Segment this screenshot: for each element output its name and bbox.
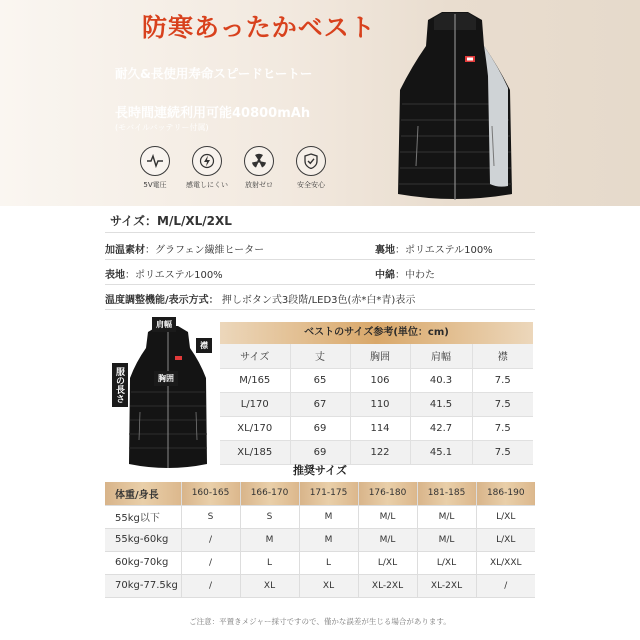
- table-cell: L: [240, 551, 299, 574]
- filling-value: ：中わた: [395, 270, 435, 281]
- table-cell: 114: [350, 416, 410, 440]
- table-header-cell: 160-165: [181, 482, 240, 505]
- table-cell: XL-2XL: [358, 574, 417, 597]
- size-chart-table: [220, 344, 533, 465]
- table-header-cell: 176-180: [358, 482, 417, 505]
- chest-tag: 胸囲: [154, 371, 178, 386]
- table-cell: M/L: [358, 528, 417, 551]
- table-cell: 7.5: [472, 392, 533, 416]
- table-cell: XL/XXL: [476, 551, 535, 574]
- table-cell: M: [240, 528, 299, 551]
- shield-check-icon: [296, 146, 326, 176]
- vest-product-image: [380, 6, 530, 206]
- table-row: [105, 551, 535, 574]
- table-cell: M/L: [417, 505, 476, 528]
- table-header-cell: 166-170: [240, 482, 299, 505]
- size-chart-title: ベストのサイズ参考(単位：cm): [220, 322, 533, 344]
- feature-no-radiation-label: 放射ゼロ: [245, 181, 273, 189]
- divider: [105, 284, 535, 285]
- table-row: [220, 440, 533, 464]
- table-cell: 42.7: [410, 416, 472, 440]
- feature-band-battery-text: 長時間連続利用可能40800mAh: [115, 106, 311, 121]
- outer-fabric-label: 表地: [105, 270, 125, 281]
- divider: [105, 232, 535, 233]
- table-cell: 55kg以下: [105, 505, 181, 528]
- table-header-cell: 体重/身長: [105, 482, 181, 505]
- table-cell: /: [181, 574, 240, 597]
- available-sizes: サイズ：M/L/XL/2XL: [110, 214, 232, 228]
- feature-safety-label: 安全安心: [297, 181, 325, 189]
- table-cell: 106: [350, 368, 410, 392]
- table-cell: L/XL: [476, 505, 535, 528]
- table-cell: 69: [290, 440, 350, 464]
- table-header-cell: 186-190: [476, 482, 535, 505]
- table-cell: M/L: [417, 528, 476, 551]
- temperature-control-value: 押しボタン式3段階/LED3色(赤*白*青)表示: [221, 295, 416, 306]
- feature-shock-safe: [182, 146, 232, 190]
- table-cell: 110: [350, 392, 410, 416]
- recommended-size-title: 推奨サイズ: [292, 464, 348, 477]
- table-cell: L: [299, 551, 358, 574]
- lining-value: ：ポリエステル100%: [395, 245, 493, 256]
- spec-row-material: [105, 241, 535, 256]
- table-cell: 60kg-70kg: [105, 551, 181, 574]
- table-cell: M: [299, 505, 358, 528]
- table-cell: 122: [350, 440, 410, 464]
- table-cell: 7.5: [472, 368, 533, 392]
- table-row: [105, 505, 535, 528]
- table-header-cell: 181-185: [417, 482, 476, 505]
- feature-shock-safe-label: 感電しにくい: [186, 181, 228, 189]
- table-header-cell: 丈: [290, 344, 350, 368]
- feature-5v-label: 5V電圧: [143, 181, 167, 189]
- product-title: 防寒あったかベスト: [142, 13, 376, 42]
- table-row: [220, 368, 533, 392]
- table-header-row: [220, 344, 533, 368]
- table-cell: M: [299, 528, 358, 551]
- table-cell: XL/185: [220, 440, 290, 464]
- feature-5v: [130, 146, 180, 190]
- table-cell: S: [240, 505, 299, 528]
- measurement-note: ご注意：平置きメジャー採寸ですので、僅かな誤差が生じる場合があります。: [189, 617, 451, 626]
- pulse-icon: [140, 146, 170, 176]
- table-row: [105, 574, 535, 597]
- table-cell: L/XL: [476, 528, 535, 551]
- divider: [105, 259, 535, 260]
- radiation-icon: [244, 146, 274, 176]
- table-header-row: [105, 482, 535, 505]
- table-cell: 65: [290, 368, 350, 392]
- table-row: [220, 392, 533, 416]
- length-tag: 服の長さ: [112, 363, 128, 407]
- table-cell: 70kg-77.5kg: [105, 574, 181, 597]
- table-row: [220, 416, 533, 440]
- table-header-cell: 襟: [472, 344, 533, 368]
- table-cell: 7.5: [472, 440, 533, 464]
- recommended-size-table: [105, 482, 535, 598]
- table-cell: 69: [290, 416, 350, 440]
- battery-note: (モバイルバッテリー付属): [115, 123, 209, 132]
- table-cell: /: [181, 551, 240, 574]
- table-cell: XL: [299, 574, 358, 597]
- table-cell: XL: [240, 574, 299, 597]
- table-cell: XL/170: [220, 416, 290, 440]
- table-cell: M/165: [220, 368, 290, 392]
- table-cell: 67: [290, 392, 350, 416]
- feature-band-durability-text: 耐久&長使用寿命スピードヒートー: [115, 66, 313, 81]
- table-header-cell: サイズ: [220, 344, 290, 368]
- filling-label: 中綿: [375, 270, 395, 281]
- divider: [105, 309, 535, 310]
- table-cell: 55kg-60kg: [105, 528, 181, 551]
- table-header-cell: 肩幅: [410, 344, 472, 368]
- table-header-cell: 171-175: [299, 482, 358, 505]
- table-header-cell: 胸囲: [350, 344, 410, 368]
- table-row: [105, 528, 535, 551]
- table-cell: 41.5: [410, 392, 472, 416]
- temperature-control-label: 温度調整機能/表示方式：: [105, 295, 219, 306]
- table-cell: 40.3: [410, 368, 472, 392]
- table-cell: /: [476, 574, 535, 597]
- table-cell: S: [181, 505, 240, 528]
- feature-safety: [286, 146, 336, 190]
- table-cell: L/XL: [417, 551, 476, 574]
- shoulder-width-tag: 肩幅: [152, 317, 176, 332]
- spec-row-temperature: [105, 291, 535, 306]
- table-cell: M/L: [358, 505, 417, 528]
- table-cell: 45.1: [410, 440, 472, 464]
- lightning-icon: [192, 146, 222, 176]
- spec-row-fabric: [105, 266, 535, 281]
- feature-no-radiation: [234, 146, 284, 190]
- table-cell: /: [181, 528, 240, 551]
- lining-label: 裏地: [375, 245, 395, 256]
- heating-material-label: 加温素材: [105, 245, 145, 256]
- table-cell: L/XL: [358, 551, 417, 574]
- table-cell: L/170: [220, 392, 290, 416]
- outer-fabric-value: ：ポリエステル100%: [125, 270, 223, 281]
- table-cell: 7.5: [472, 416, 533, 440]
- collar-tag: 襟: [196, 338, 212, 353]
- heating-material-value: ：グラフェン繊維ヒーター: [145, 245, 265, 256]
- table-cell: XL-2XL: [417, 574, 476, 597]
